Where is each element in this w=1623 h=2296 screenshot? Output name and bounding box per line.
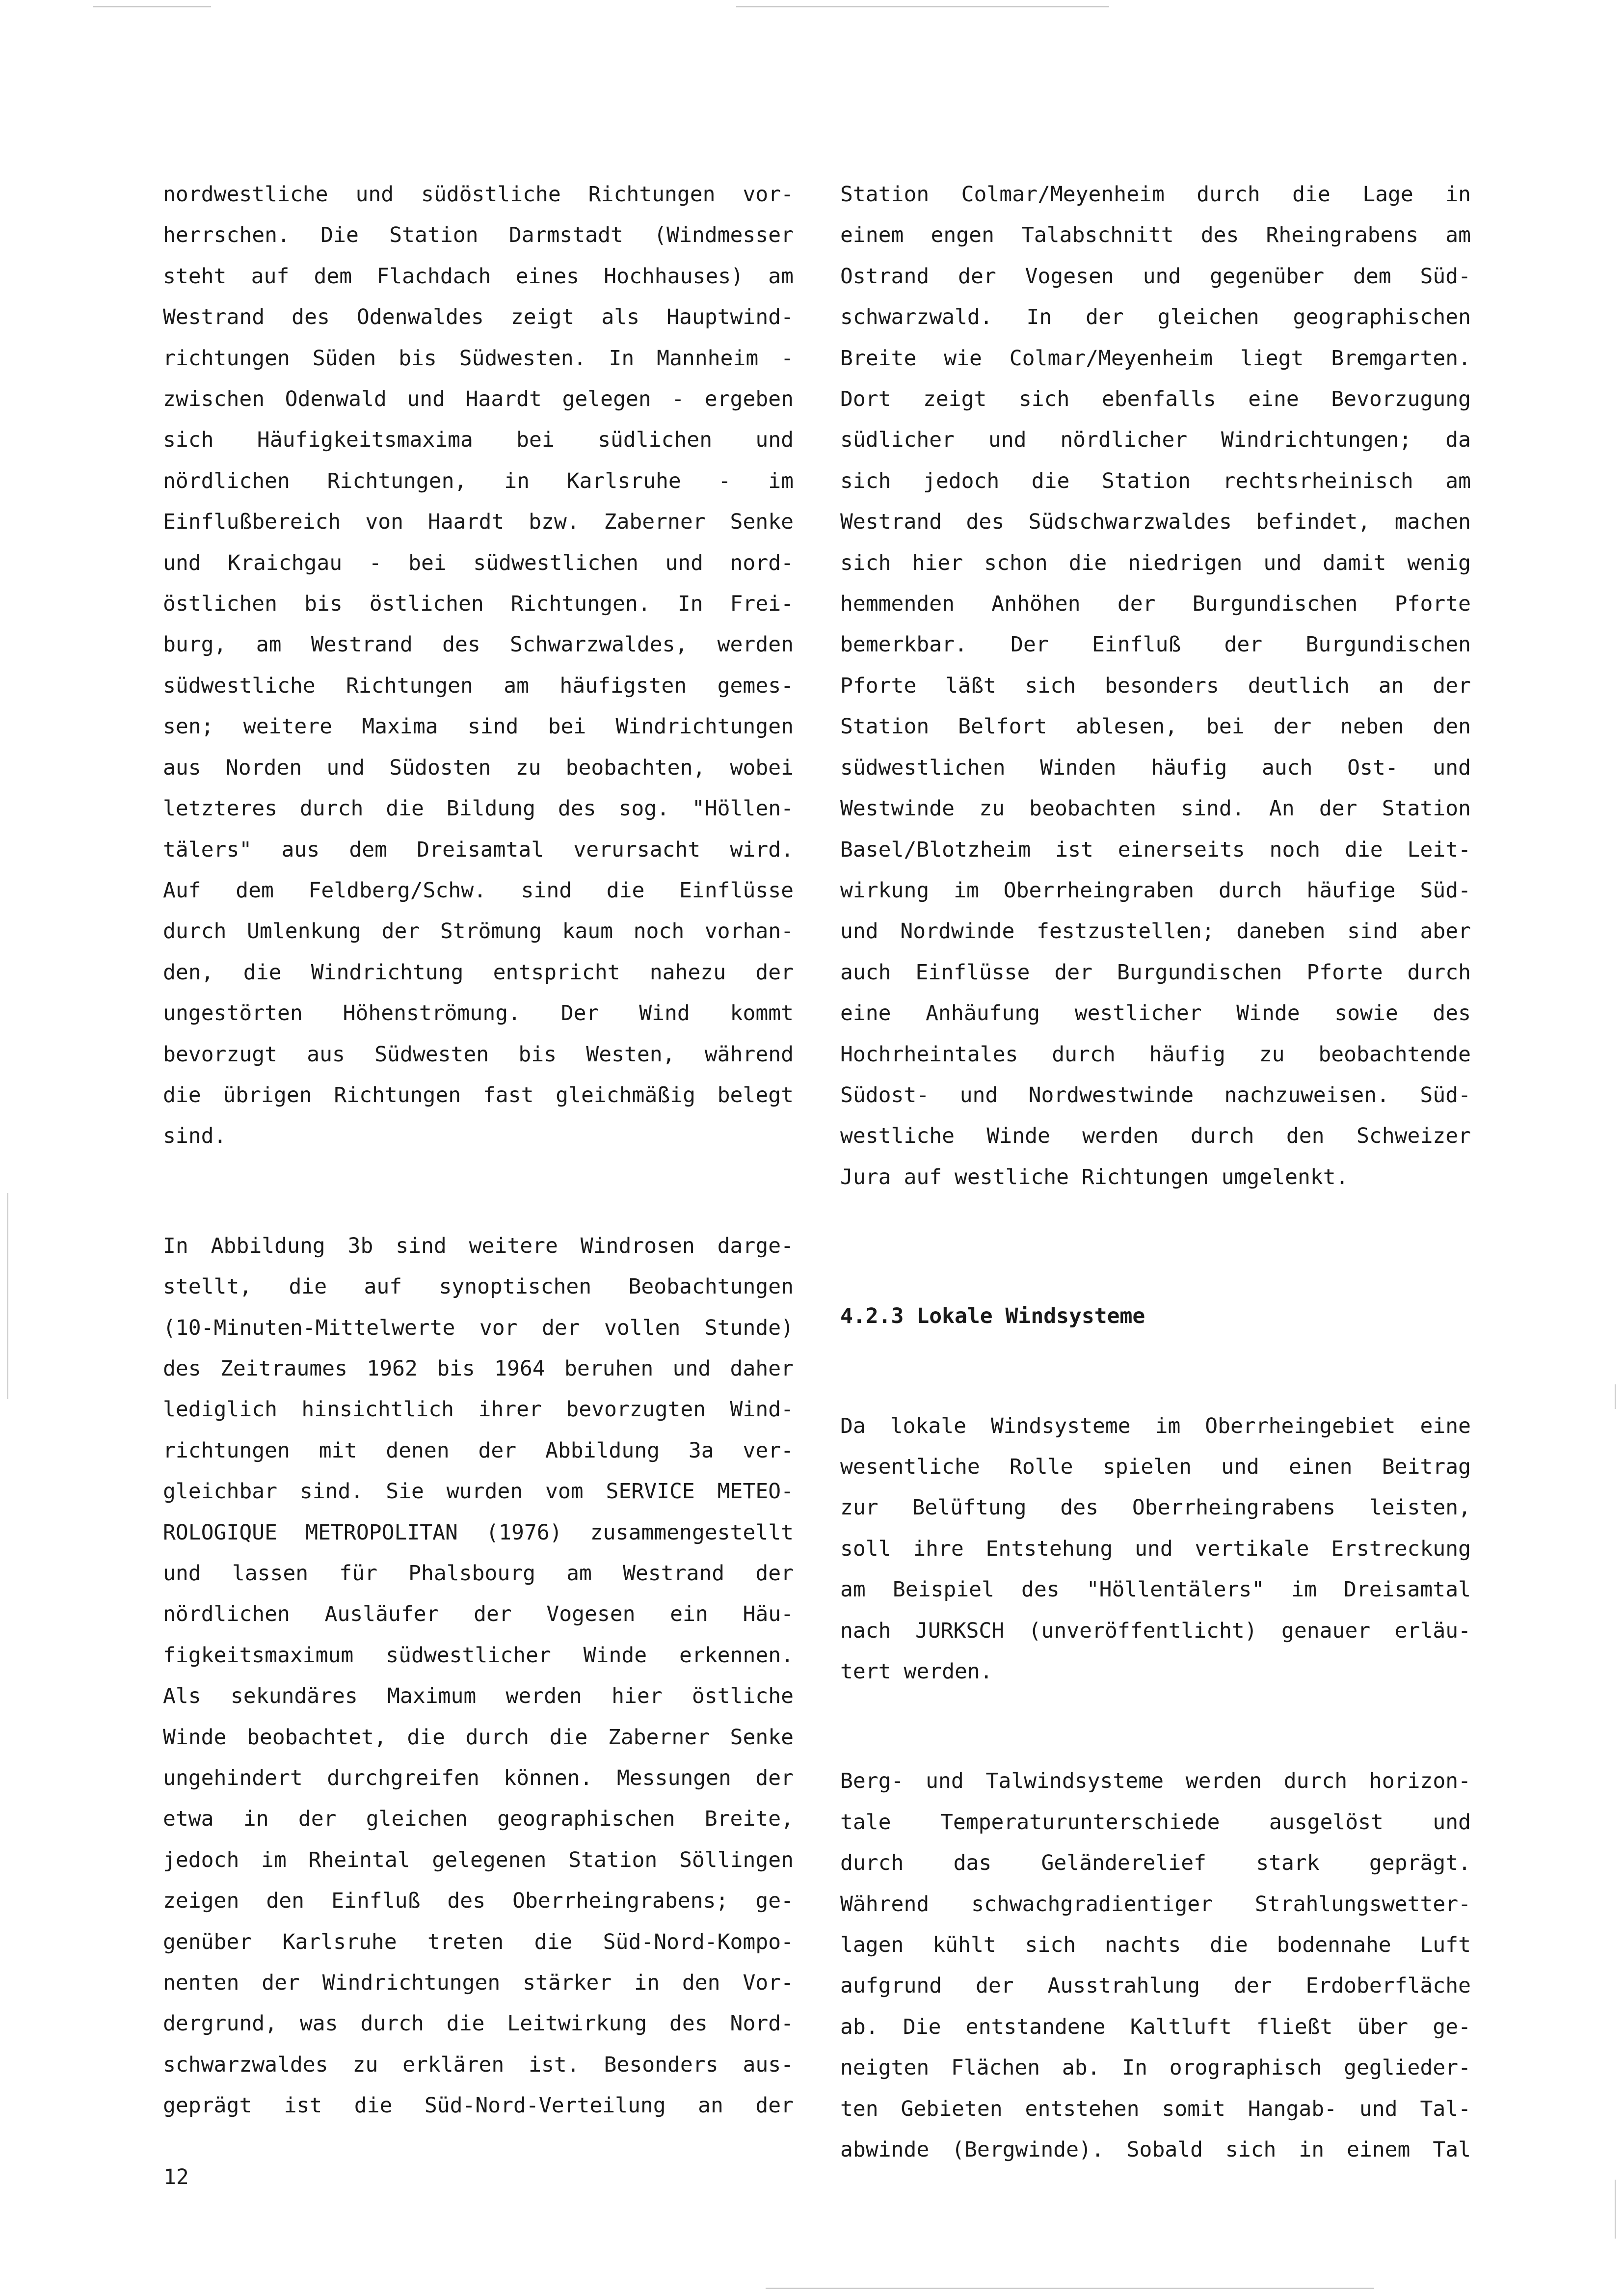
text-line: Einflußbereich von Haardt bzw. Zaberner Senke [163, 510, 794, 535]
scan-edge-top-center [736, 6, 1109, 7]
text-line: steht auf dem Flachdach eines Hochhauses) am [163, 264, 794, 289]
text-line: Dort zeigt sich ebenfalls eine Bevorzugung [840, 387, 1471, 412]
text-line: sich hier schon die niedrigen und damit wenig [840, 550, 1471, 575]
text-line: eine Anhäufung westlicher Winde sowie des [840, 1001, 1471, 1026]
text-line: nördlichen Richtungen, in Karlsruhe - im [163, 468, 794, 493]
scan-edge-left [7, 1193, 8, 1399]
text-line: gleichbar sind. Sie wurden vom SERVICE METEO- [163, 1479, 794, 1504]
right-paragraph-3 [840, 1761, 1471, 2170]
text-line: ROLOGIQUE METROPOLITAN (1976) zusammengestellt [163, 1520, 794, 1545]
text-line: ten Gebieten entstehen somit Hangab- und Tal- [840, 2096, 1471, 2121]
text-line: sind. [163, 1124, 227, 1149]
scan-edge-right-1 [1615, 1384, 1616, 1409]
text-line: nenten der Windrichtungen stärker in den Vor- [163, 1971, 794, 1996]
text-line: abwinde (Bergwinde). Sobald sich in einem Tal [840, 2137, 1471, 2162]
section-heading: 4.2.3 Lokale Windsysteme [840, 1304, 1145, 1329]
text-line: ungestörten Höhenströmung. Der Wind kommt [163, 1001, 794, 1026]
text-line: Südost- und Nordwestwinde nachzuweisen. Süd- [840, 1082, 1471, 1107]
text-line: zeigen den Einfluß des Oberrheingrabens; ge- [163, 1889, 794, 1914]
text-line: sich Häufigkeitsmaxima bei südlichen und [163, 428, 794, 453]
text-line: dergrund, was durch die Leitwirkung des Nord- [163, 2011, 794, 2036]
text-line: des Zeitraumes 1962 bis 1964 beruhen und daher [163, 1356, 794, 1381]
text-line: die übrigen Richtungen fast gleichmäßig belegt [163, 1082, 794, 1107]
text-line: hemmenden Anhöhen der Burgundischen Pforte [840, 592, 1471, 617]
text-line: und Kraichgau - bei südwestlichen und nord- [163, 550, 794, 575]
text-line: Pforte läßt sich besonders deutlich an der [840, 673, 1471, 698]
text-line: Hochrheintales durch häufig zu beobachtende [840, 1042, 1471, 1067]
text-line: nach JURKSCH (unveröffentlicht) genauer erläu- [840, 1618, 1471, 1643]
text-line: tert werden. [840, 1659, 993, 1684]
text-line: Westwinde zu beobachten sind. An der Station [840, 796, 1471, 821]
text-line: durch Umlenkung der Strömung kaum noch vorhan- [163, 919, 794, 944]
text-line: Station Colmar/Meyenheim durch die Lage in [840, 182, 1471, 207]
right-paragraph-2 [840, 1406, 1471, 1693]
text-line: und lassen für Phalsbourg am Westrand der [163, 1561, 794, 1586]
text-line: neigten Flächen ab. In orographisch geglieder- [840, 2055, 1471, 2080]
text-line: Basel/Blotzheim ist einerseits noch die Leit- [840, 837, 1471, 862]
text-line: Auf dem Feldberg/Schw. sind die Einflüsse [163, 878, 794, 903]
text-line: aufgrund der Ausstrahlung der Erdoberfläche [840, 1973, 1471, 1999]
text-line: nordwestliche und südöstliche Richtungen vor- [163, 182, 794, 207]
text-line: wesentliche Rolle spielen und einen Beitrag [840, 1454, 1471, 1479]
text-line: lediglich hinsichtlich ihrer bevorzugten Wind- [163, 1397, 794, 1422]
left-column [163, 174, 794, 2127]
text-line: zur Belüftung des Oberrheingrabens leisten, [840, 1495, 1471, 1520]
text-line: Als sekundäres Maximum werden hier östliche [163, 1684, 794, 1709]
scan-edge-top-left [93, 6, 211, 7]
text-line: sen; weitere Maxima sind bei Windrichtungen [163, 714, 794, 739]
scan-edge-right-2 [1615, 2180, 1616, 2239]
text-line: tale Temperaturunterschiede ausgelöst und [840, 1810, 1471, 1835]
text-line: Ostrand der Vogesen und gegenüber dem Süd- [840, 264, 1471, 289]
text-line: richtungen mit denen der Abbildung 3a ver- [163, 1438, 794, 1463]
text-line: Während schwachgradientiger Strahlungswetter- [840, 1891, 1471, 1917]
text-line: Westrand des Odenwaldes zeigt als Hauptwind- [163, 305, 794, 330]
text-line: aus Norden und Südosten zu beobachten, wobei [163, 755, 794, 780]
text-line: am Beispiel des "Höllentälers" im Dreisamtal [840, 1577, 1471, 1602]
text-line: südlicher und nördlicher Windrichtungen; da [840, 428, 1471, 453]
text-line: nördlichen Ausläufer der Vogesen ein Häu- [163, 1602, 794, 1627]
text-line: Station Belfort ablesen, bei der neben den [840, 714, 1471, 739]
text-line: lagen kühlt sich nachts die bodennahe Luft [840, 1933, 1471, 1958]
left-paragraph-2 [163, 1226, 794, 2127]
text-line: bevorzugt aus Südwesten bis Westen, während [163, 1042, 794, 1067]
text-line: letzteres durch die Bildung des sog. "Höllen- [163, 796, 794, 821]
text-line: Westrand des Südschwarzwaldes befindet, machen [840, 510, 1471, 535]
text-line: ungehindert durchgreifen können. Messungen der [163, 1766, 794, 1791]
text-line: geprägt ist die Süd-Nord-Verteilung an der [163, 2093, 794, 2118]
right-column [840, 174, 1471, 2170]
text-line: jedoch im Rheintal gelegenen Station Söllingen [163, 1847, 794, 1872]
text-line: stellt, die auf synoptischen Beobachtungen [163, 1274, 794, 1299]
text-line: richtungen Süden bis Südwesten. In Mannheim - [163, 346, 794, 371]
text-line: Breite wie Colmar/Meyenheim liegt Bremgarten. [840, 346, 1471, 371]
scan-edge-bottom [766, 2288, 1374, 2289]
text-line: tälers" aus dem Dreisamtal verursacht wird. [163, 837, 794, 862]
text-line: Berg- und Talwindsysteme werden durch horizon- [840, 1769, 1471, 1794]
text-line: den, die Windrichtung entspricht nahezu der [163, 960, 794, 985]
text-line: westliche Winde werden durch den Schweizer [840, 1124, 1471, 1149]
left-paragraph-1 [163, 174, 794, 1157]
text-line: burg, am Westrand des Schwarzwaldes, werden [163, 632, 794, 657]
text-line: figkeitsmaximum südwestlicher Winde erkennen. [163, 1643, 794, 1668]
text-line: etwa in der gleichen geographischen Breite, [163, 1807, 794, 1832]
text-line: durch das Geländerelief stark geprägt. [840, 1851, 1471, 1876]
text-line: (10-Minuten-Mittelwerte vor der vollen Stunde) [163, 1315, 794, 1340]
text-line: herrschen. Die Station Darmstadt (Windmesser [163, 223, 794, 248]
text-line: Winde beobachtet, die durch die Zaberner Senke [163, 1725, 794, 1750]
text-line: schwarzwald. In der gleichen geographischen [840, 305, 1471, 330]
text-line: Da lokale Windsysteme im Oberrheingebiet eine [840, 1413, 1471, 1438]
text-line: ab. Die entstandene Kaltluft fließt über ge- [840, 2014, 1471, 2039]
text-line: südwestliche Richtungen am häufigsten gemes- [163, 673, 794, 698]
text-line: wirkung im Oberrheingraben durch häufige Süd- [840, 878, 1471, 903]
text-line: östlichen bis östlichen Richtungen. In Frei- [163, 592, 794, 617]
text-line: und Nordwinde festzustellen; daneben sind aber [840, 919, 1471, 944]
text-line: genüber Karlsruhe treten die Süd-Nord-Kompo- [163, 1929, 794, 1954]
text-line: einem engen Talabschnitt des Rheingrabens am [840, 223, 1471, 248]
text-line: südwestlichen Winden häufig auch Ost- und [840, 755, 1471, 780]
text-line: schwarzwaldes zu erklären ist. Besonders aus- [163, 2052, 794, 2077]
text-line: bemerkbar. Der Einfluß der Burgundischen [840, 632, 1471, 657]
text-line: Jura auf westliche Richtungen umgelenkt. [840, 1164, 1349, 1189]
text-line: sich jedoch die Station rechtsrheinisch am [840, 468, 1471, 493]
text-line: In Abbildung 3b sind weitere Windrosen darge- [163, 1233, 794, 1258]
right-paragraph-1 [840, 174, 1471, 1198]
text-line: soll ihre Entstehung und vertikale Erstreckung [840, 1536, 1471, 1561]
text-line: zwischen Odenwald und Haardt gelegen - ergeben [163, 387, 794, 412]
page-number: 12 [163, 2165, 189, 2189]
text-line: auch Einflüsse der Burgundischen Pforte durch [840, 960, 1471, 985]
